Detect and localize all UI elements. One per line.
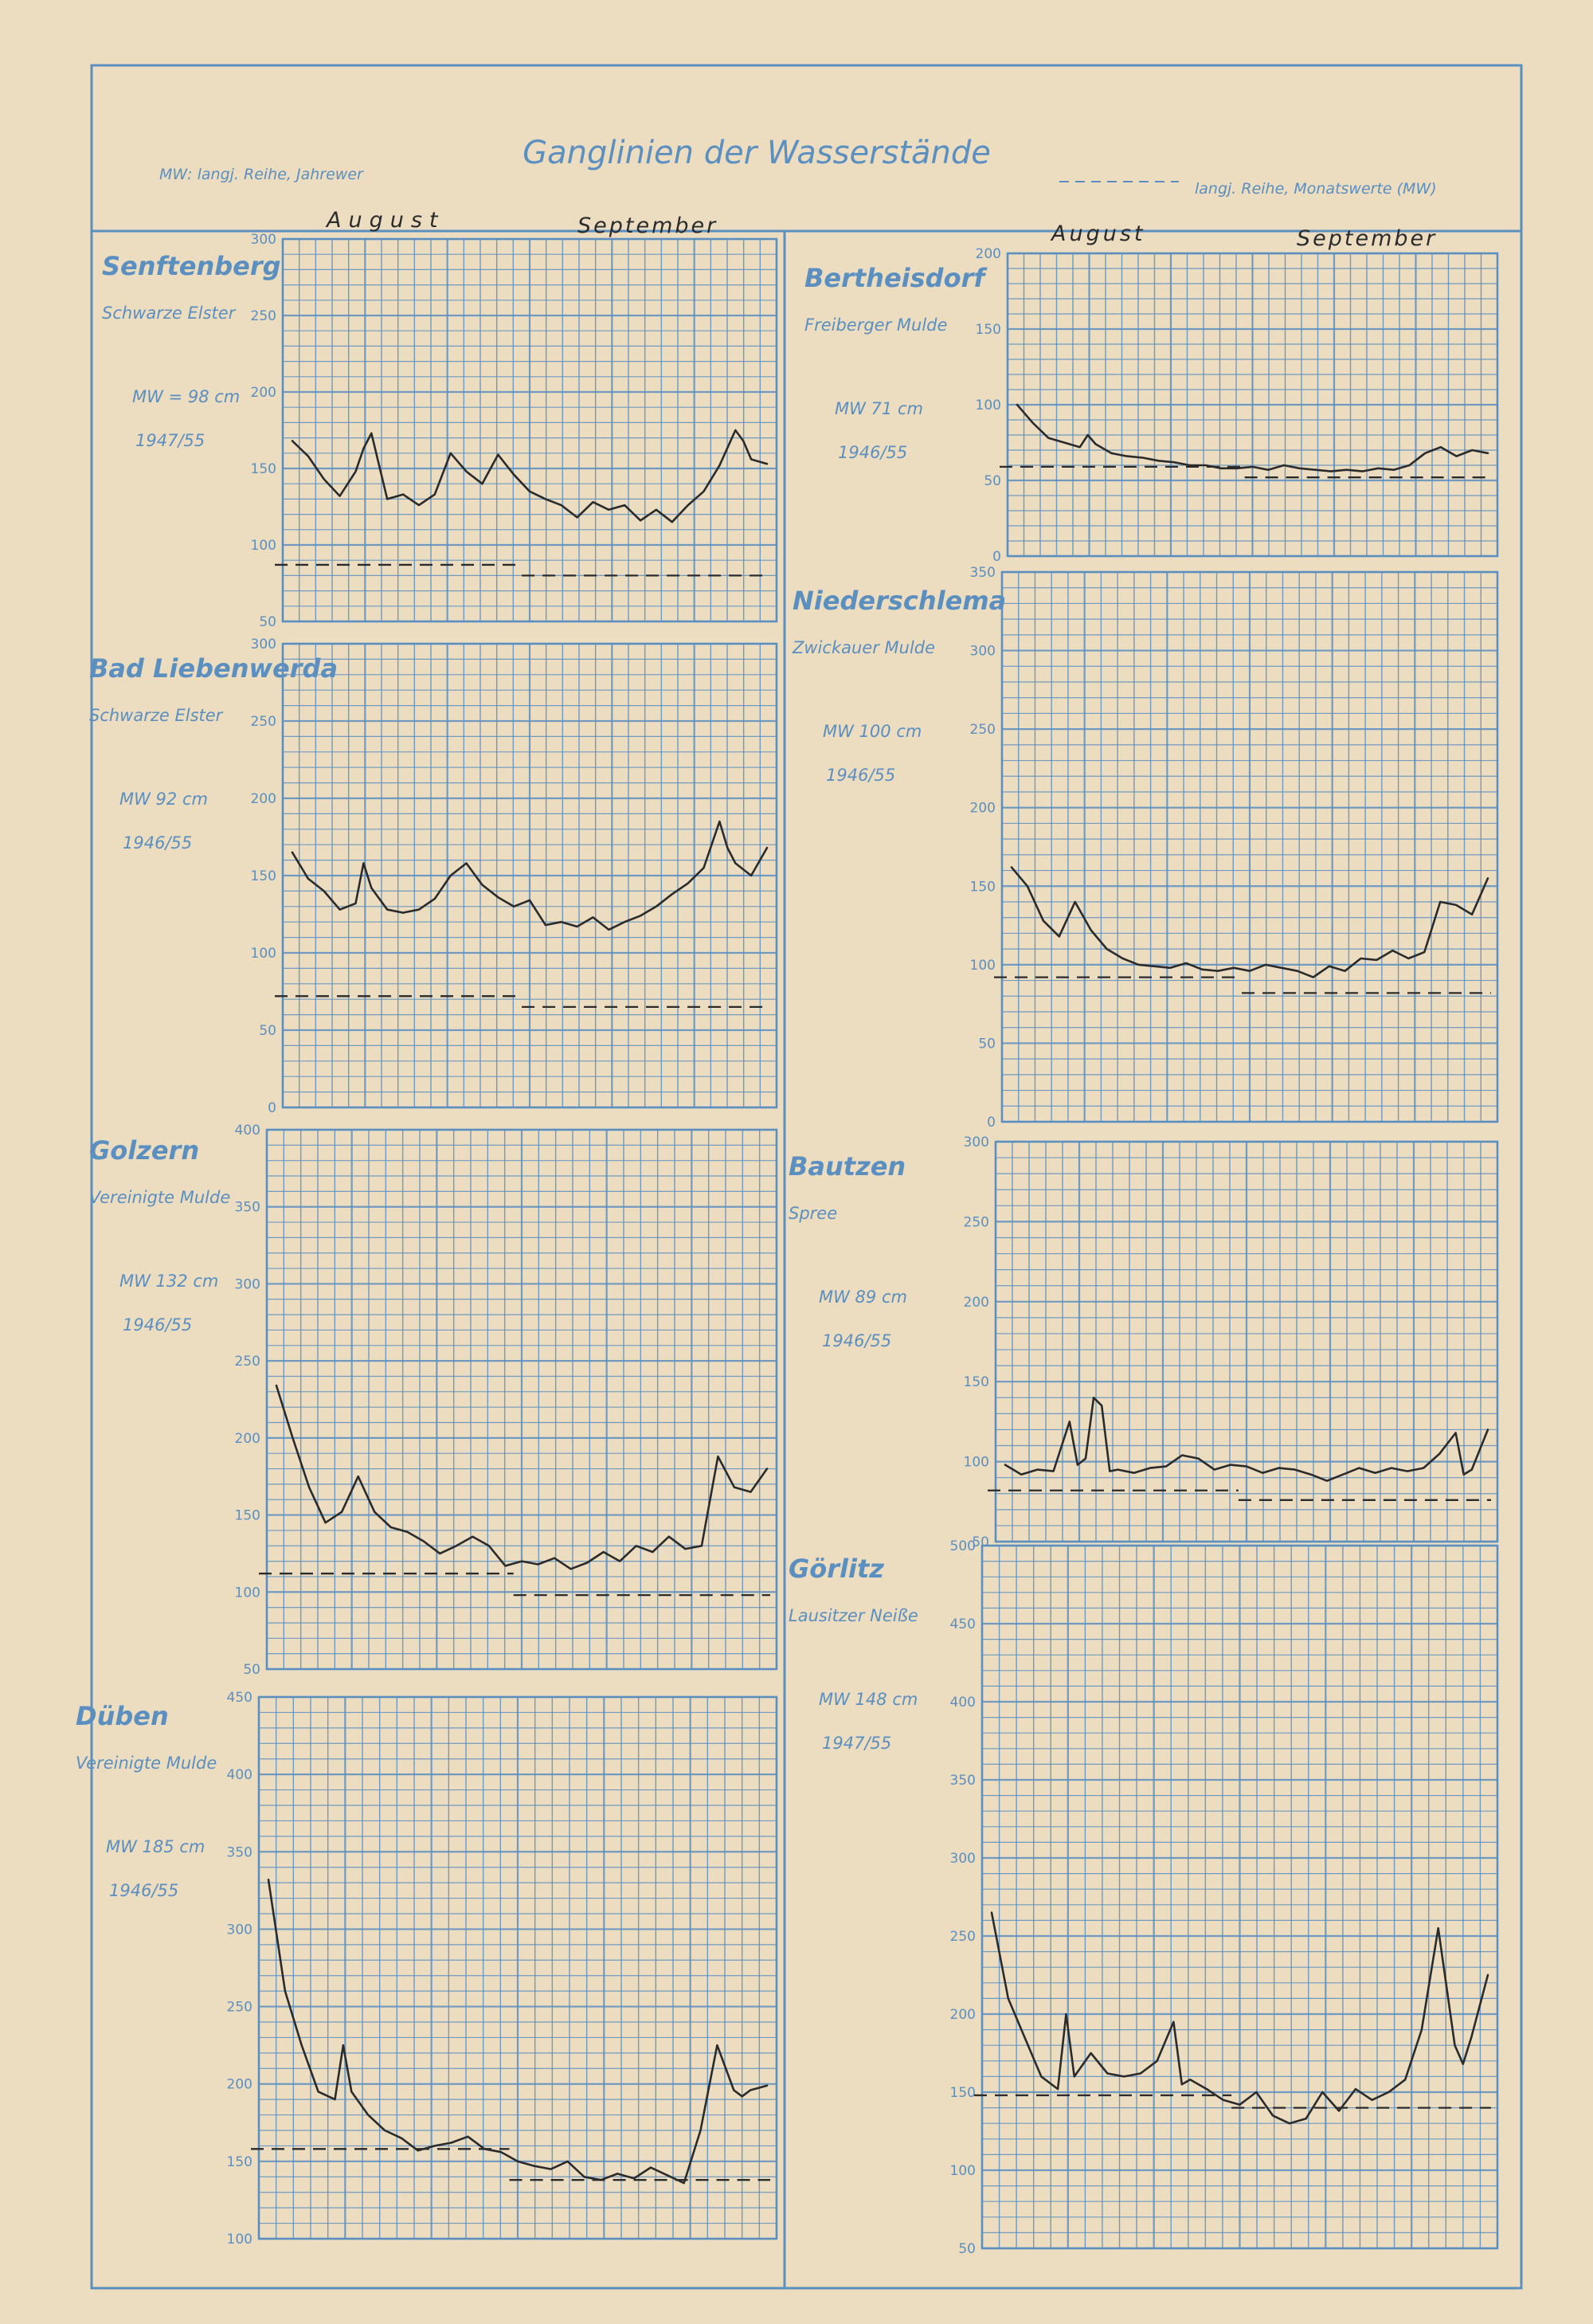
river-name: Vereinigte Mulde xyxy=(76,1754,217,1773)
y-tick-label: 200 xyxy=(963,1294,989,1311)
month-label-august-left: August xyxy=(327,208,445,233)
y-tick-label: 50 xyxy=(972,1534,989,1550)
y-tick-label: 400 xyxy=(234,1123,260,1138)
y-tick-label: 150 xyxy=(969,879,996,896)
y-tick-label: 150 xyxy=(250,868,276,884)
period-label: 1946/55 xyxy=(109,1881,179,1900)
period-label: 1946/55 xyxy=(826,766,896,785)
y-tick-label: 50 xyxy=(259,614,276,630)
y-tick-label: 300 xyxy=(250,232,276,248)
river-name: Freiberger Mulde xyxy=(804,315,948,335)
y-tick-label: 150 xyxy=(226,2154,252,2170)
period-label: 1946/55 xyxy=(123,1315,193,1334)
y-tick-label: 250 xyxy=(226,1999,252,2016)
y-tick-label: 150 xyxy=(250,461,276,477)
station-name: Niederschlema xyxy=(793,586,1007,616)
y-tick-label: 50 xyxy=(259,1023,276,1039)
y-tick-label: 300 xyxy=(250,637,276,653)
mw-label: MW 89 cm xyxy=(819,1287,907,1307)
y-tick-label: 400 xyxy=(226,1767,252,1784)
y-tick-label: 50 xyxy=(984,473,1001,489)
y-tick-label: 100 xyxy=(234,1585,260,1601)
y-tick-label: 100 xyxy=(250,946,276,962)
period-label: 1946/55 xyxy=(822,1331,892,1350)
y-tick-label: 250 xyxy=(250,308,276,324)
y-tick-label: 200 xyxy=(226,2076,252,2093)
y-tick-label: 350 xyxy=(234,1199,260,1216)
y-tick-label: 450 xyxy=(226,1690,252,1706)
y-tick-label: 0 xyxy=(987,1115,996,1131)
station-name: Bad Liebenwerda xyxy=(89,653,339,684)
y-tick-label: 50 xyxy=(978,1036,996,1052)
station-name: Senftenberg xyxy=(102,251,281,281)
y-tick-label: 150 xyxy=(234,1507,260,1524)
y-tick-label: 350 xyxy=(969,565,996,581)
mw-label: MW 185 cm xyxy=(106,1837,205,1856)
station-name: Bautzen xyxy=(789,1151,906,1182)
period-label: 1947/55 xyxy=(135,431,205,450)
y-tick-label: 50 xyxy=(958,2241,976,2257)
y-tick-label: 150 xyxy=(949,2085,976,2101)
y-tick-label: 100 xyxy=(975,398,1001,413)
y-tick-label: 250 xyxy=(963,1214,989,1231)
mw-label: MW 132 cm xyxy=(119,1272,219,1291)
y-tick-label: 300 xyxy=(969,643,996,660)
y-tick-label: 150 xyxy=(963,1374,989,1391)
y-tick-label: 300 xyxy=(949,1851,976,1867)
y-tick-label: 50 xyxy=(243,1662,260,1678)
y-tick-label: 150 xyxy=(975,322,1001,338)
y-tick-label: 200 xyxy=(949,2007,976,2023)
y-tick-label: 350 xyxy=(226,1844,252,1861)
legend-right-text: langj. Reihe, Monatswerte (MW) xyxy=(1195,180,1437,198)
mw-label: MW 100 cm xyxy=(823,722,922,741)
station-name: Düben xyxy=(76,1701,169,1731)
y-tick-label: 100 xyxy=(250,538,276,554)
month-label-september-left: September xyxy=(577,214,718,238)
y-tick-label: 200 xyxy=(250,385,276,401)
y-tick-label: 300 xyxy=(234,1276,260,1293)
y-tick-label: 300 xyxy=(226,1922,252,1938)
y-tick-label: 450 xyxy=(949,1617,976,1632)
y-tick-label: 250 xyxy=(234,1354,260,1370)
y-tick-label: 100 xyxy=(963,1454,989,1471)
y-tick-label: 250 xyxy=(949,1929,976,1945)
y-tick-label: 200 xyxy=(234,1430,260,1447)
y-tick-label: 400 xyxy=(949,1695,976,1711)
mw-label: MW = 98 cm xyxy=(132,387,241,406)
mw-label: MW 92 cm xyxy=(119,790,208,809)
mw-label: MW 148 cm xyxy=(819,1690,918,1709)
y-tick-label: 350 xyxy=(949,1773,976,1789)
y-tick-label: 0 xyxy=(268,1100,276,1116)
y-tick-label: 0 xyxy=(992,549,1001,565)
period-label: 1946/55 xyxy=(838,443,908,462)
period-label: 1946/55 xyxy=(123,833,193,852)
river-name: Vereinigte Mulde xyxy=(89,1188,231,1207)
river-name: Lausitzer Neiße xyxy=(789,1606,918,1625)
station-name: Bertheisdorf xyxy=(804,263,985,293)
y-tick-label: 100 xyxy=(226,2232,252,2248)
river-name: Zwickauer Mulde xyxy=(793,638,936,657)
river-name: Schwarze Elster xyxy=(89,706,223,725)
y-tick-label: 300 xyxy=(963,1135,989,1150)
y-tick-label: 100 xyxy=(949,2163,976,2179)
sheet-title: Ganglinien der Wasserstände xyxy=(523,135,991,171)
river-name: Spree xyxy=(789,1204,838,1223)
period-label: 1947/55 xyxy=(822,1734,892,1753)
station-name: Golzern xyxy=(89,1135,200,1166)
y-tick-label: 500 xyxy=(949,1538,976,1554)
y-tick-label: 200 xyxy=(969,800,996,817)
legend-left-text: MW: langj. Reihe, Jahrewer xyxy=(159,166,363,183)
y-tick-label: 250 xyxy=(250,714,276,730)
y-tick-label: 200 xyxy=(975,246,1001,262)
station-name: Görlitz xyxy=(789,1554,884,1584)
river-name: Schwarze Elster xyxy=(102,304,236,323)
y-tick-label: 200 xyxy=(250,791,276,807)
mw-label: MW 71 cm xyxy=(835,399,923,418)
month-label-august-right: August xyxy=(1051,221,1146,246)
y-tick-label: 100 xyxy=(969,957,996,974)
y-tick-label: 250 xyxy=(969,722,996,739)
month-label-september-right: September xyxy=(1297,226,1438,251)
